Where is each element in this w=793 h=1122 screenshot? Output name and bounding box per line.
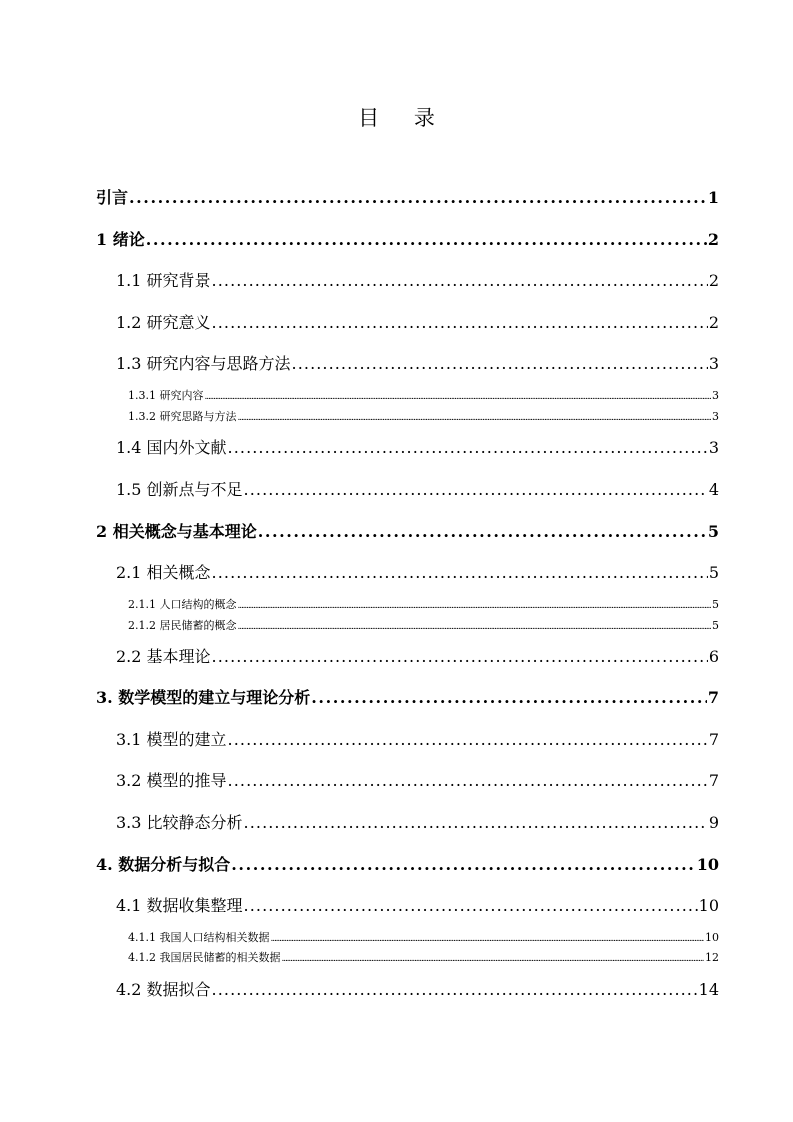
toc-entry-label: 3.3 比较静态分析 <box>116 813 243 832</box>
toc-entry-page: 9 <box>708 813 719 832</box>
toc-entry-page: 4 <box>708 480 719 499</box>
toc-leader-dots <box>212 982 698 998</box>
toc-entry-4-1[interactable] <box>116 898 719 914</box>
toc-leader-dots <box>129 190 707 206</box>
toc-entry-label: 1.4 国内外文献 <box>116 438 227 457</box>
toc-entry-page: 7 <box>708 730 719 749</box>
toc-entry-page: 2 <box>707 230 719 249</box>
toc-entry-page: 3 <box>708 438 719 457</box>
toc-entry-1-4[interactable] <box>116 440 719 456</box>
toc-entry-page: 2 <box>708 313 719 332</box>
toc-leader-dots <box>244 482 708 498</box>
toc-entry-1-3-2[interactable] <box>128 411 719 423</box>
toc-entry-2-1[interactable] <box>116 565 719 581</box>
toc-entry-4-2[interactable] <box>116 982 719 998</box>
toc-entry-2-1-2[interactable] <box>128 620 719 632</box>
toc-entry-page: 6 <box>708 647 719 666</box>
toc-entry-page: 7 <box>708 771 719 790</box>
toc-leader-dots <box>244 815 708 831</box>
toc-entry-label: 1.1 研究背景 <box>116 271 211 290</box>
toc-entry-label: 4.1 数据收集整理 <box>116 896 243 915</box>
toc-entry-label: 4.1.1 我国人口结构相关数据 <box>128 931 270 944</box>
toc-entry-label: 3. 数学模型的建立与理论分析 <box>96 688 311 707</box>
toc-leader-dots <box>258 524 707 540</box>
toc-entry-page: 14 <box>698 980 719 999</box>
toc-entry-label: 2.1.1 人口结构的概念 <box>128 598 237 611</box>
toc-leader-dots <box>292 356 708 372</box>
toc-entry-page: 3 <box>712 389 719 402</box>
toc-entry-4-1-2[interactable] <box>128 952 719 964</box>
toc-entry-3-3[interactable] <box>116 815 719 831</box>
toc-leader-dots <box>238 411 712 423</box>
toc-entry-ch4[interactable] <box>96 857 719 873</box>
toc-entry-page: 7 <box>707 688 719 707</box>
toc-entry-1-1[interactable] <box>116 273 719 289</box>
toc-entry-page: 3 <box>708 354 719 373</box>
toc-entry-intro[interactable] <box>96 190 719 206</box>
toc-entry-label: 3.2 模型的推导 <box>116 771 227 790</box>
toc-entry-page: 2 <box>708 271 719 290</box>
toc-leader-dots <box>228 773 708 789</box>
toc-leader-dots <box>205 390 712 402</box>
toc-entry-label: 2.2 基本理论 <box>116 647 211 666</box>
toc-entry-page: 5 <box>708 563 719 582</box>
toc-entry-3-2[interactable] <box>116 773 719 789</box>
toc-entry-label: 1.3 研究内容与思路方法 <box>116 354 291 373</box>
toc-leader-dots <box>244 898 698 914</box>
toc-entry-3-1[interactable] <box>116 732 719 748</box>
toc-leader-dots <box>212 315 708 331</box>
toc-entry-label: 2.1.2 居民储蓄的概念 <box>128 619 237 632</box>
toc-leader-dots <box>212 273 708 289</box>
toc-entry-1-3[interactable] <box>116 356 719 372</box>
toc-entry-page: 5 <box>712 598 719 611</box>
toc-entry-page: 10 <box>705 931 719 944</box>
toc-entry-label: 1.5 创新点与不足 <box>116 480 243 499</box>
toc-entry-label: 2.1 相关概念 <box>116 563 211 582</box>
toc-entry-1-5[interactable] <box>116 482 719 498</box>
toc-entry-label: 1.3.2 研究思路与方法 <box>128 410 237 423</box>
toc-leader-dots <box>228 732 708 748</box>
toc-entry-label: 4.1.2 我国居民储蓄的相关数据 <box>128 951 281 964</box>
toc-leader-dots <box>228 440 708 456</box>
toc-entry-page: 10 <box>698 896 719 915</box>
toc-entry-label: 1.3.1 研究内容 <box>128 389 204 402</box>
toc-entry-page: 5 <box>712 619 719 632</box>
toc-entry-4-1-1[interactable] <box>128 932 719 944</box>
toc-entry-page: 12 <box>705 951 719 964</box>
toc-leader-dots <box>311 690 707 706</box>
toc-entry-1-3-1[interactable] <box>128 390 719 402</box>
toc-entry-label: 1.2 研究意义 <box>116 313 211 332</box>
toc-entry-page: 3 <box>712 410 719 423</box>
toc-entry-label: 1 绪论 <box>96 230 145 249</box>
toc-entry-page: 10 <box>696 855 719 874</box>
toc-entry-label: 2 相关概念与基本理论 <box>96 522 257 541</box>
toc-entry-label: 3.1 模型的建立 <box>116 730 227 749</box>
toc-leader-dots <box>212 565 708 581</box>
toc-entry-page: 1 <box>707 188 719 207</box>
page-title: 目 录 <box>358 106 449 130</box>
toc-entry-ch1[interactable] <box>96 232 719 248</box>
toc-entry-label: 引言 <box>96 188 129 207</box>
toc-leader-dots <box>146 232 707 248</box>
toc-entry-label: 4.2 数据拟合 <box>116 980 211 999</box>
toc-leader-dots <box>238 620 712 632</box>
toc-entry-2-1-1[interactable] <box>128 599 719 611</box>
toc-leader-dots <box>238 599 712 611</box>
toc-leader-dots <box>212 649 708 665</box>
toc-entry-1-2[interactable] <box>116 315 719 331</box>
toc-leader-dots <box>231 857 695 873</box>
toc-entry-2-2[interactable] <box>116 649 719 665</box>
toc-entry-label: 4. 数据分析与拟合 <box>96 855 231 874</box>
toc-entry-ch3[interactable] <box>96 690 719 706</box>
toc-entry-page: 5 <box>707 522 719 541</box>
toc-leader-dots <box>271 932 705 944</box>
toc-entry-ch2[interactable] <box>96 524 719 540</box>
toc-leader-dots <box>282 952 705 964</box>
